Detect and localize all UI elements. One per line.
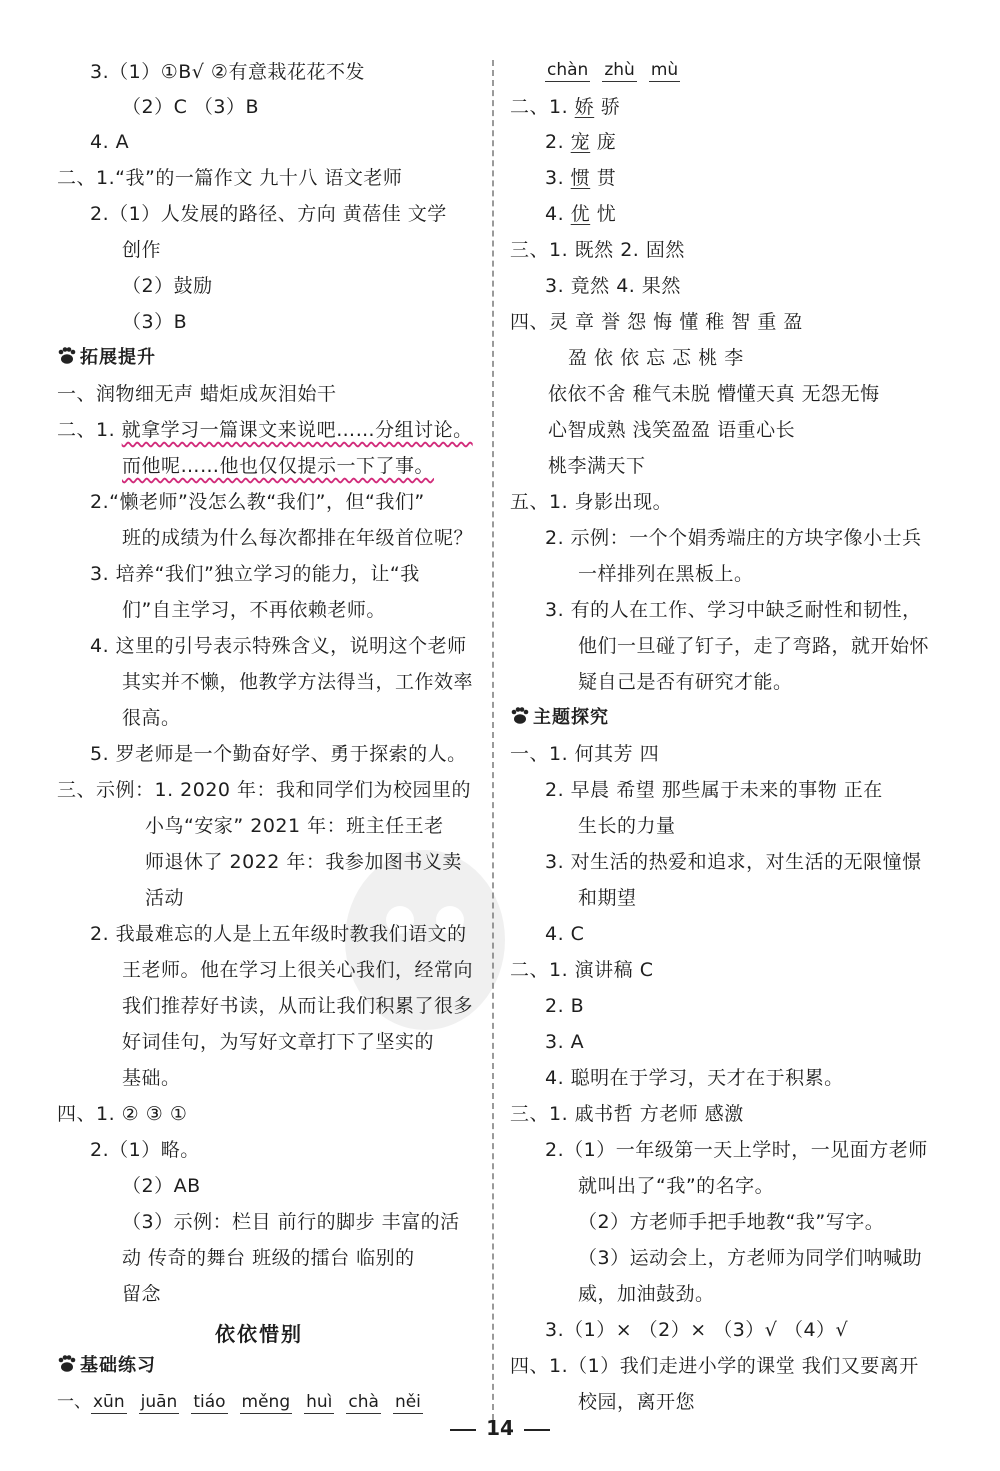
pinyin-word: měng (241, 1392, 291, 1412)
answer-line: 威，加油鼓劲。 (578, 1283, 715, 1305)
answer-line: 3.（1）× （2）× （3）√ （4）√ (545, 1319, 849, 1341)
answer-line: 4. A (90, 131, 130, 153)
answer-line: 校园，离开您 (578, 1391, 696, 1413)
answer-line: 三、1. 既然 2. 固然 (510, 239, 685, 261)
answer-line: 基础。 (122, 1067, 181, 1089)
wavy-underlined-text: 就拿学习一篇课文来说吧……分组讨论。 (121, 419, 473, 441)
answer-line: 3. 培养“我们”独立学习的能力，让“我 (90, 563, 420, 585)
answer-line: （2）AB (122, 1175, 201, 1197)
answer-line: 依依不舍 稚气未脱 懵懂天真 无怨无悔 (548, 383, 880, 405)
word-pair (545, 130, 616, 154)
answer-line: 3. 对生活的热爱和追求，对生活的无限憧憬 (545, 851, 922, 873)
word-pair (545, 166, 616, 190)
answer-line: 3. 有的人在工作、学习中缺乏耐性和韧性， (545, 599, 922, 621)
answer-line: （2）方老师手把手地教“我”写字。 (578, 1211, 885, 1233)
page-number (0, 1416, 1000, 1440)
answer-line: 4. C (545, 923, 585, 945)
answer-prefix: 二、1. (510, 96, 575, 118)
answer-line: 疑自己是否有研究才能。 (578, 671, 793, 693)
answer-line: 2. 早晨 希望 那些属于未来的事物 正在 (545, 779, 883, 801)
pinyin-word: chàn (547, 60, 589, 80)
paw-icon (57, 1355, 77, 1373)
paired-character: 贯 (590, 167, 617, 189)
answer-line: 很高。 (122, 707, 181, 729)
answer-line: 2.（1）略。 (90, 1139, 200, 1161)
answer-line: 其实并不懒，他教学方法得当，工作效率 (122, 671, 474, 693)
answer-line: 二、1. 演讲稿 C (510, 959, 654, 981)
pinyin-word: mù (650, 60, 679, 80)
paired-character: 庞 (590, 131, 617, 153)
answer-line: 四、灵 章 誉 怨 悔 懂 稚 智 重 盈 (510, 311, 803, 333)
wavy-underlined-text: 而他呢……他也仅仅提示一下了事。 (122, 455, 435, 477)
answer-line: 5. 罗老师是一个勤奋好学、勇于探索的人。 (90, 743, 467, 765)
pinyin-word: zhù (604, 60, 635, 80)
section-heading (57, 346, 156, 370)
answer-line: 留念 (122, 1283, 162, 1305)
answer-line: 3. 竟然 4. 果然 (545, 275, 681, 297)
answer-line: 2. B (545, 995, 585, 1017)
answer-line: 一样排列在黑板上。 (578, 563, 754, 585)
answer-line: 生长的力量 (578, 815, 676, 837)
section-heading (510, 706, 609, 730)
answer-line: 4. 这里的引号表示特殊含义，说明这个老师 (90, 635, 467, 657)
underlined-character: 宠 (570, 131, 591, 153)
answer-line (122, 454, 434, 478)
answer-line: 二、1.“我”的一篇作文 九十八 语文老师 (57, 167, 403, 189)
answer-line: 就叫出了“我”的名字。 (578, 1175, 775, 1197)
answer-line: 一、1. 何其芳 四 (510, 743, 660, 765)
answer-line: 2.“懒老师”没怎么教“我们”，但“我们” (90, 491, 425, 513)
answer-line: 三、1. 戚书哲 方老师 感激 (510, 1103, 744, 1125)
underlined-character: 惯 (570, 167, 591, 189)
pinyin-row (57, 1390, 435, 1414)
answer-prefix: 2. (545, 131, 571, 153)
answer-line: 们”自主学习，不再依赖老师。 (122, 599, 386, 621)
answer-line: 他们一旦碰了钉子，走了弯路，就开始怀 (578, 635, 930, 657)
pinyin-word: tiáo (193, 1392, 226, 1412)
answer-prefix: 二、1. (57, 419, 122, 441)
section-heading (57, 1354, 156, 1378)
answer-line: 3.（1）①B√ ②有意栽花花不发 (90, 61, 365, 83)
paired-character: 忧 (590, 203, 617, 225)
answer-line: 2. 我最难忘的人是上五年级时教我们语文的 (90, 923, 467, 945)
answer-line: 3. A (545, 1031, 585, 1053)
pinyin-word: něi (394, 1392, 421, 1412)
section-heading-label: 基础练习 (80, 1355, 156, 1376)
answer-line: 四、1. ② ③ ① (57, 1103, 188, 1125)
answer-line: 三、示例：1. 2020 年：我和同学们为校园里的 (57, 779, 472, 801)
answer-line: 五、1. 身影出现。 (510, 491, 673, 513)
answer-line: 班的成绩为什么每次都排在年级首位呢？ (122, 527, 474, 549)
answer-line (57, 418, 473, 442)
answer-line: 心智成熟 浅笑盈盈 语重心长 (548, 419, 796, 441)
answer-line: 和期望 (578, 887, 637, 909)
answer-line: 盈 依 依 忘 忑 桃 李 (568, 347, 744, 369)
paw-icon (57, 347, 77, 365)
column-divider (492, 60, 494, 1430)
pinyin-row (545, 58, 692, 82)
answer-line: 一、润物细无声 蜡炬成灰泪始干 (57, 383, 337, 405)
answer-line: 小鸟“安家” 2021 年：班主任王老 (145, 815, 444, 837)
pinyin-word: juān (140, 1392, 178, 1412)
answer-line: 创作 (122, 239, 162, 261)
answer-line: 2.（1）人发展的路径、方向 黄蓓佳 文学 (90, 203, 447, 225)
answer-line: 2. 示例：一个个娟秀端庄的方块字像小士兵 (545, 527, 922, 549)
lesson-title: 依依惜别 (215, 1322, 303, 1346)
answer-line: 四、1.（1）我们走进小学的课堂 我们又要离开 (510, 1355, 919, 1377)
answer-line: 好词佳句，为写好文章打下了坚实的 (122, 1031, 435, 1053)
answer-line: （3）运动会上，方老师为同学们呐喊助 (578, 1247, 923, 1269)
word-pair (545, 202, 616, 226)
answer-line: （3）示例：栏目 前行的脚步 丰富的活 (122, 1211, 460, 1233)
underlined-character: 优 (570, 203, 591, 225)
answer-line: 活动 (145, 887, 185, 909)
answer-line: 王老师。他在学习上很关心我们，经常向 (122, 959, 474, 981)
answer-line: 桃李满天下 (548, 455, 646, 477)
pinyin-prefix: 一、 (57, 1392, 91, 1412)
page-number-text: 14 (486, 1416, 514, 1440)
paired-character: 骄 (594, 96, 621, 118)
pinyin-word: huì (306, 1392, 333, 1412)
word-pair (510, 95, 620, 119)
answer-line: （2）C （3）B (122, 96, 260, 118)
answer-line: 师退休了 2022 年：我参加图书义卖 (145, 851, 462, 873)
answer-prefix: 4. (545, 203, 571, 225)
answer-line: （2）鼓励 (122, 275, 213, 297)
answer-line: 我们推荐好书读，从而让我们积累了很多 (122, 995, 474, 1017)
answer-line: 动 传奇的舞台 班级的擂台 临别的 (122, 1247, 415, 1269)
section-heading-label: 主题探究 (533, 707, 609, 728)
answer-line: （3）B (122, 311, 188, 333)
answer-prefix: 3. (545, 167, 571, 189)
section-heading-label: 拓展提升 (80, 347, 156, 368)
underlined-character: 娇 (574, 96, 595, 118)
paw-icon (510, 707, 530, 725)
answer-line: 2.（1）一年级第一天上学时，一见面方老师 (545, 1139, 928, 1161)
pinyin-word: xūn (93, 1392, 125, 1412)
answer-line: 4. 聪明在于学习，天才在于积累。 (545, 1067, 844, 1089)
pinyin-word: chà (348, 1392, 379, 1412)
